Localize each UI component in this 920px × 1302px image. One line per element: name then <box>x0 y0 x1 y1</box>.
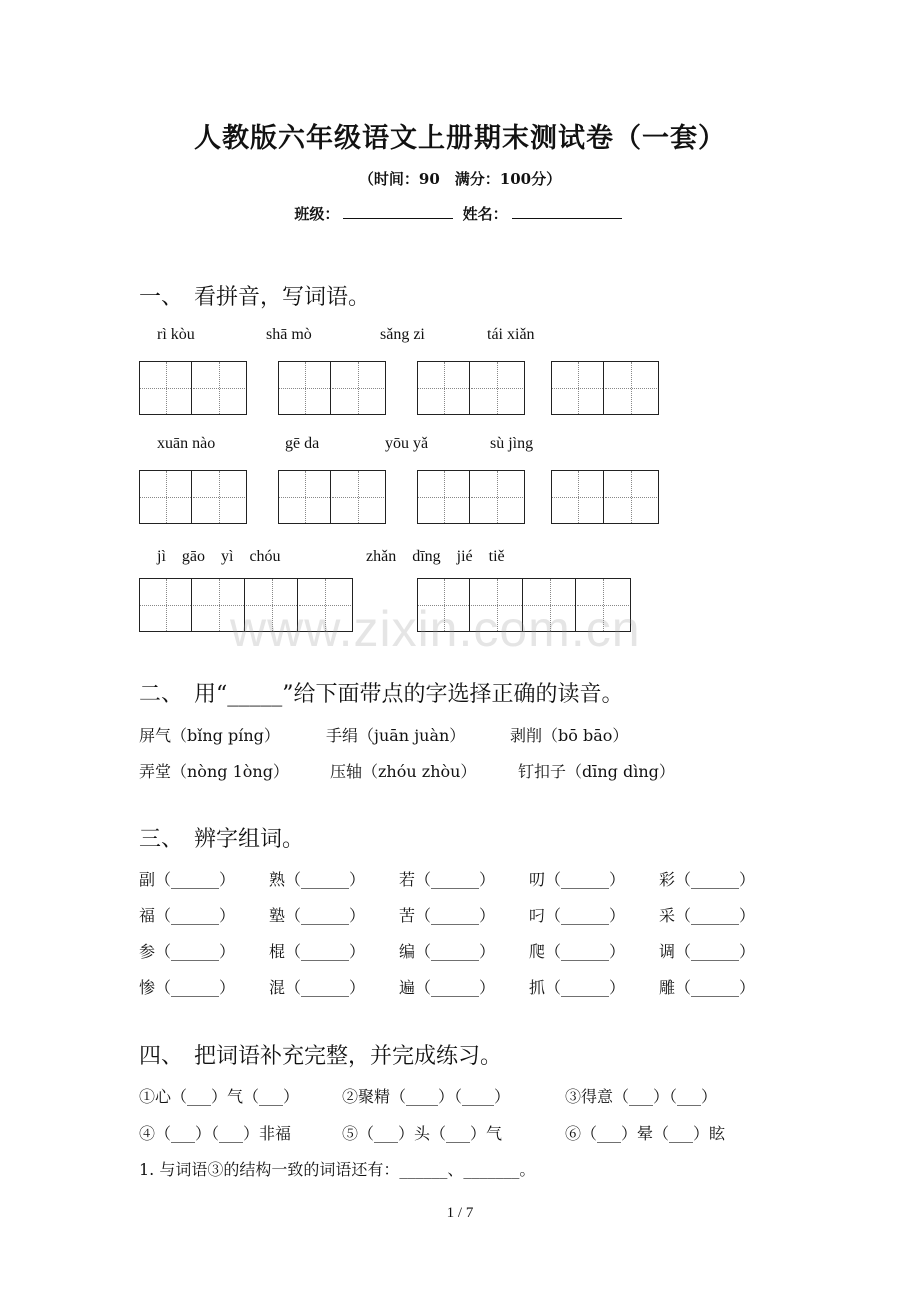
word-item: 采（______） <box>659 906 756 925</box>
writing-grid[interactable] <box>139 361 247 415</box>
idiom-item: ①心（___）气（___） <box>139 1087 300 1106</box>
section-1-heading: 一、 看拼音，写词语。 <box>139 285 371 310</box>
section-2-heading: 二、 用“_____”给下面带点的字选择正确的读音。 <box>139 682 624 707</box>
pinyin-label: jì gāo yì chóu <box>157 548 281 565</box>
watermark: www.zixin.com.cn <box>230 601 641 657</box>
reading-item: 压轴（zhóu zhòu） <box>330 762 477 781</box>
word-item: 熟（______） <box>269 870 366 889</box>
word-item: 叼（______） <box>529 906 626 925</box>
writing-grid[interactable] <box>417 470 525 524</box>
idiom-item: ④（___）（___）非福 <box>139 1124 292 1143</box>
idiom-item: ③得意（___）（___） <box>565 1087 718 1106</box>
name-blank[interactable] <box>512 204 622 219</box>
pinyin-label: shā mò <box>266 326 312 343</box>
reading-item: 屏气（bǐng píng） <box>139 726 280 745</box>
word-item: 抓（______） <box>529 978 626 997</box>
pinyin-label: sù jìng <box>490 435 534 452</box>
word-item: 叨（______） <box>529 870 626 889</box>
word-item: 混（______） <box>269 978 366 997</box>
word-item: 福（______） <box>139 906 236 925</box>
word-item: 棍（______） <box>269 942 366 961</box>
reading-item: 钉扣子（dīng dìng） <box>518 762 675 781</box>
writing-grid[interactable] <box>551 361 659 415</box>
page-number: 1 / 7 <box>446 1205 474 1221</box>
pinyin-label: zhǎn dīng jié tiě <box>366 548 505 565</box>
idiom-item: ⑤（___）头（___）气 <box>342 1124 503 1143</box>
word-item: 调（______） <box>659 942 756 961</box>
pinyin-label: sǎng zi <box>380 326 425 343</box>
word-item: 苦（______） <box>399 906 496 925</box>
reading-item: 弄堂（nòng 1òng） <box>139 762 289 781</box>
pinyin-label: rì kòu <box>157 326 195 343</box>
section-3-heading: 三、 辨字组词。 <box>139 827 305 852</box>
pinyin-label: gē da <box>285 435 320 452</box>
writing-grid[interactable] <box>278 470 386 524</box>
pinyin-label: tái xiǎn <box>487 326 535 343</box>
class-label: 班级： <box>294 205 340 223</box>
reading-item: 剥削（bō bāo） <box>510 726 629 745</box>
word-item: 塾（______） <box>269 906 366 925</box>
idiom-item: ②聚精（____）（____） <box>342 1087 511 1106</box>
reading-item: 手绢（juān juàn） <box>326 726 466 745</box>
writing-grid[interactable] <box>139 470 247 524</box>
writing-grid[interactable] <box>278 361 386 415</box>
page-title: 人教版六年级语文上册期末测试卷（一套） <box>194 123 726 154</box>
writing-grid[interactable] <box>417 361 525 415</box>
writing-grid[interactable] <box>551 470 659 524</box>
pinyin-label: yōu yǎ <box>385 435 429 452</box>
name-label: 姓名： <box>462 205 508 223</box>
exam-info: （时间：90 满分：100分） <box>358 170 562 188</box>
section-4-heading: 四、 把词语补充完整，并完成练习。 <box>139 1044 503 1069</box>
word-item: 副（______） <box>139 870 236 889</box>
word-item: 遍（______） <box>399 978 496 997</box>
word-item: 若（______） <box>399 870 496 889</box>
word-item: 惨（______） <box>139 978 236 997</box>
idiom-item: ⑥（___）晕（___）眩 <box>565 1124 726 1143</box>
class-blank[interactable] <box>343 204 453 219</box>
word-item: 爬（______） <box>529 942 626 961</box>
question-1: 1. 与词语③的结构一致的词语还有：______、_______。 <box>139 1160 536 1179</box>
word-item: 彩（______） <box>659 870 756 889</box>
word-item: 编（______） <box>399 942 496 961</box>
word-item: 参（______） <box>139 942 236 961</box>
student-info-line <box>0 203 920 224</box>
word-item: 雕（______） <box>659 978 756 997</box>
pinyin-label: xuān nào <box>157 435 216 452</box>
